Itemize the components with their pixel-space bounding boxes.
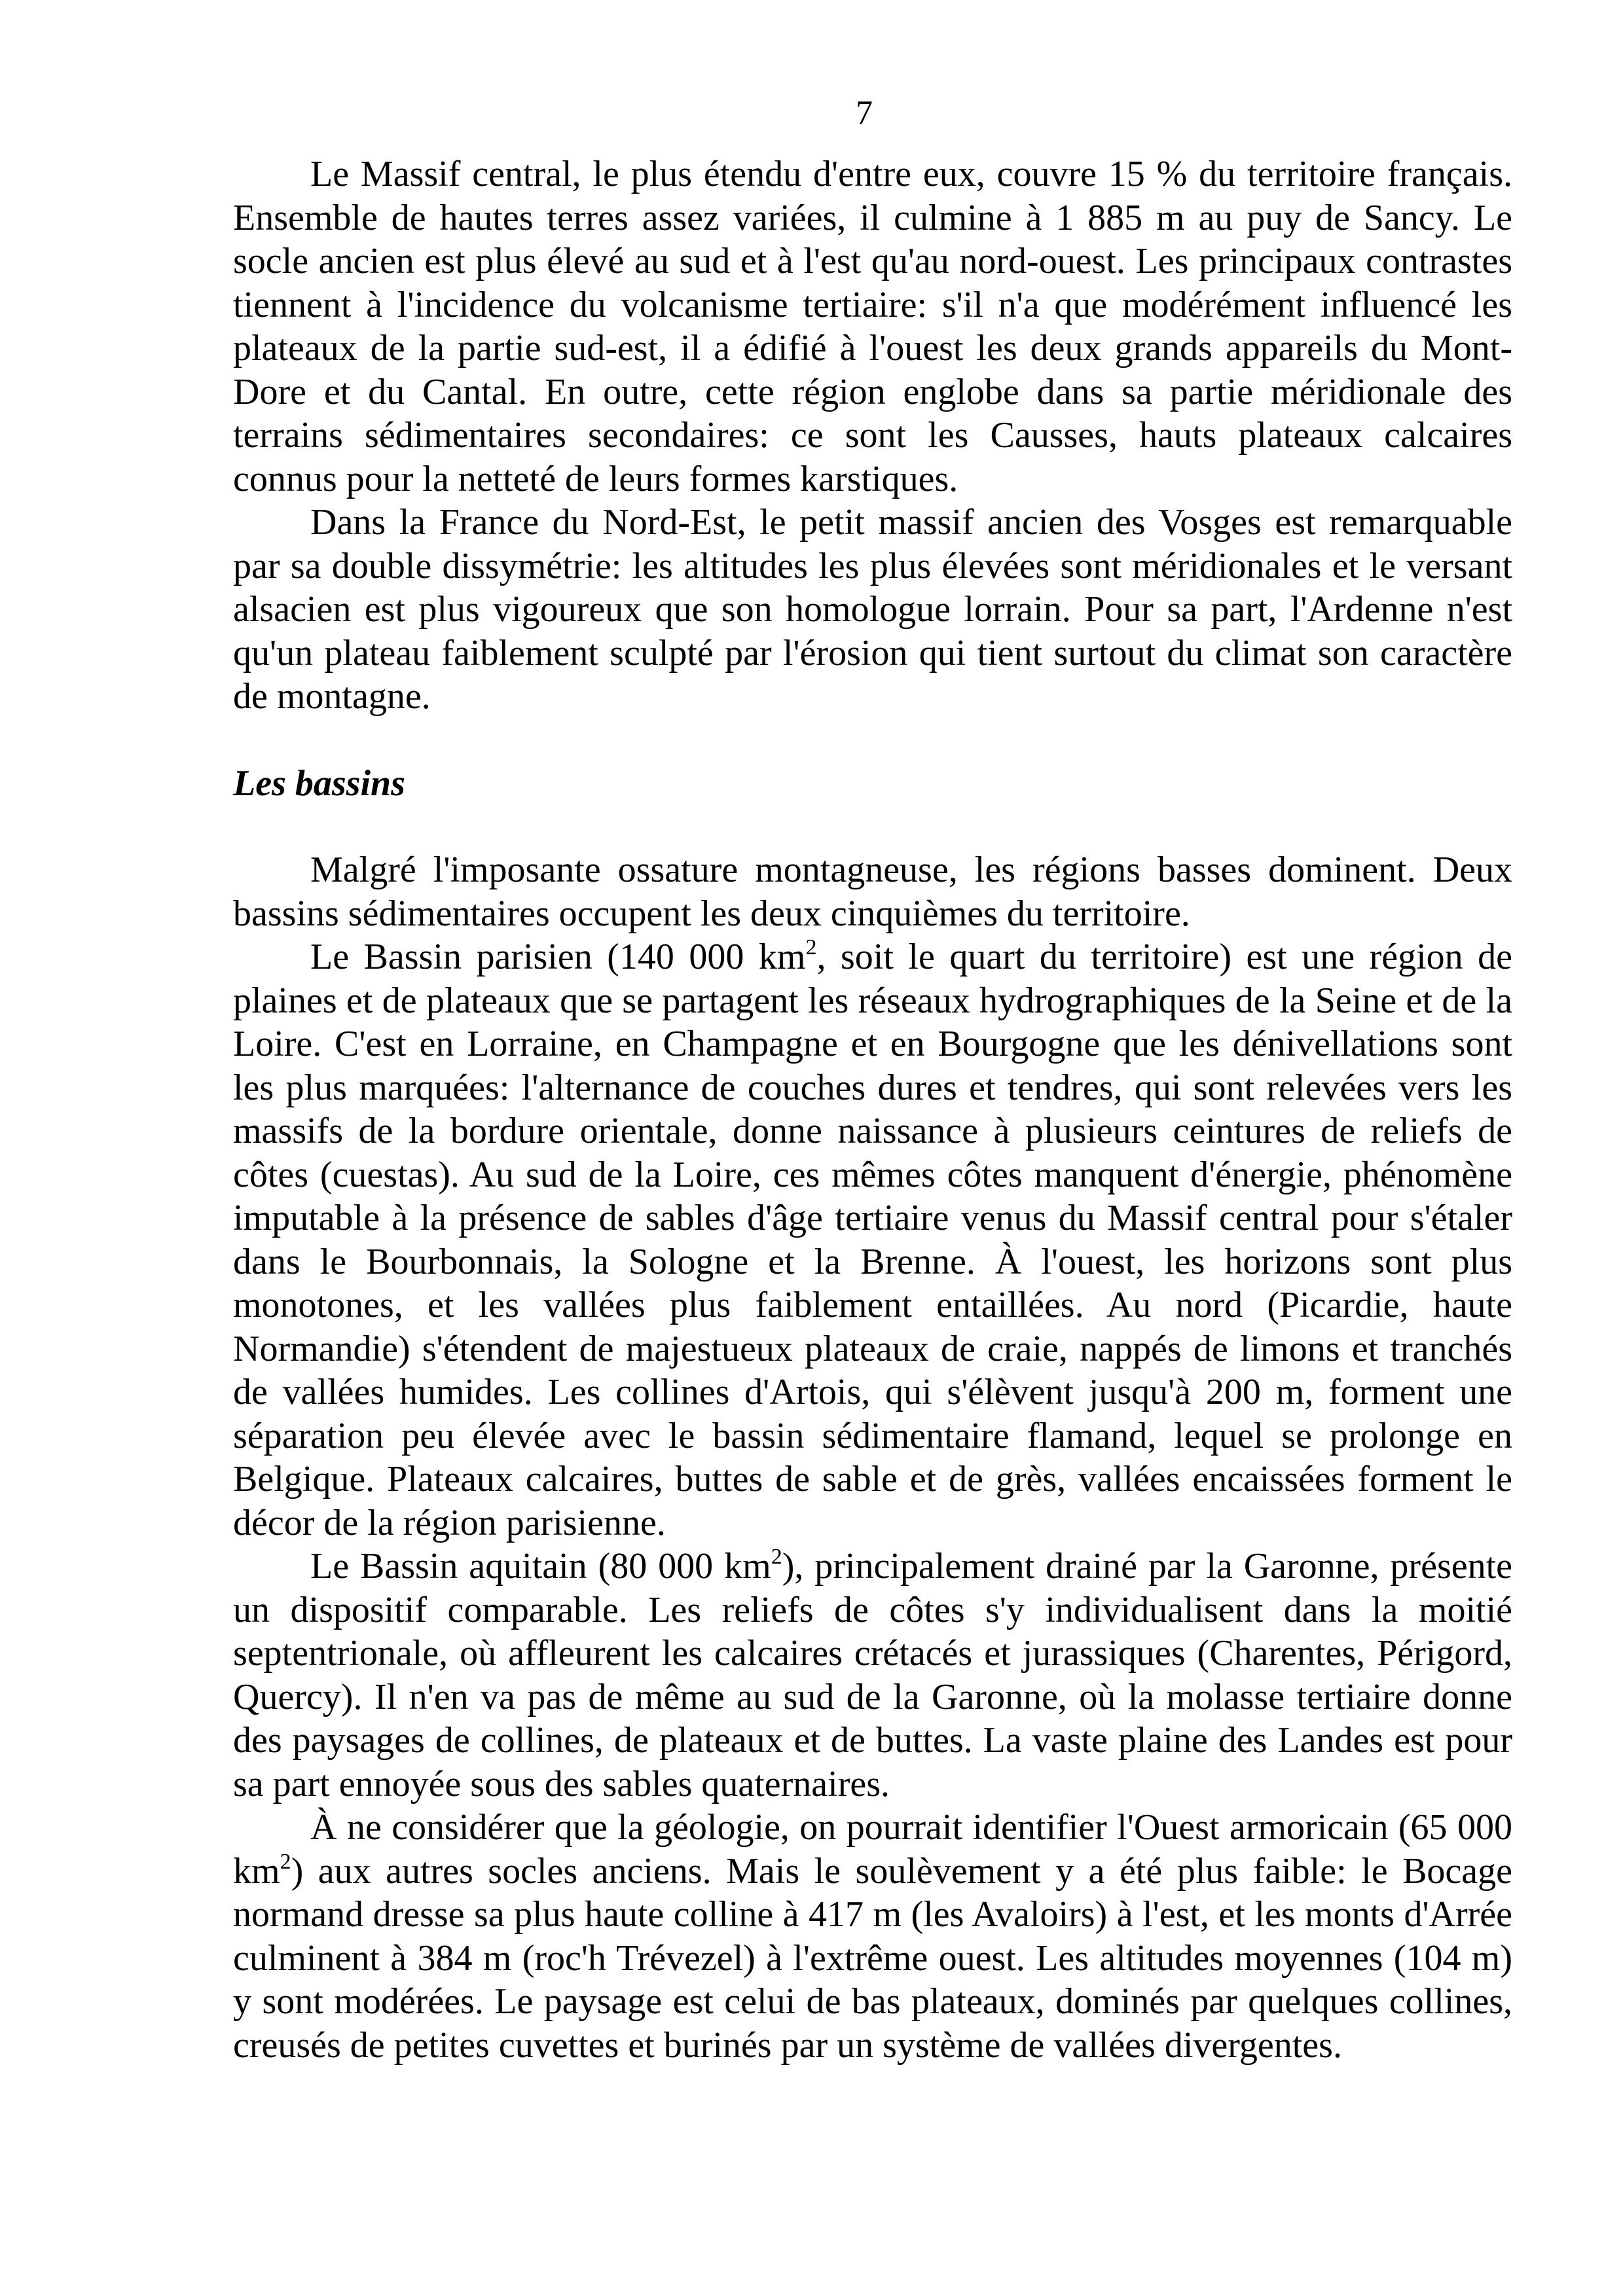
paragraph-ouest-armoricain <box>233 1806 1512 2067</box>
paragraph-massif-central: Le Massif central, le plus étendu d'entre eux, couvre 15 % du territoire français. Ensemble de hautes terres assez variées, il culmine à 1 885 m au puy de Sancy. Le socle ancien est plus élevé au sud et à l'est qu'au nord-ouest. Les principaux contrastes tiennent à l'incidence du volcanisme tertiaire: s'il n'a que modérément influencé les plateaux de la partie sud-est, il a édifié à l'ouest les deux grands appareils du Mont-Dore et du Cantal. En outre, cette région englobe dans sa partie méridionale des terrains sédimentaires secondaires: ce sont les Causses, hauts plateaux calcaires connus pour la netteté de leurs formes karstiques. <box>233 154 1512 499</box>
paragraph-bassin-aquitain <box>233 1545 1512 1806</box>
text-segment: À ne considérer que la géologie, on pourrait identifier l'Ouest armoricain (65 000 km <box>233 1807 1512 1892</box>
superscript: 2 <box>280 1849 291 1874</box>
text-segment: Le Bassin parisien (140 000 km <box>310 937 806 977</box>
paragraph-bassins-intro: Malgré l'imposante ossature montagneuse, les régions basses dominent. Deux bassins sédimentaires occupent les deux cinquièmes du territoire. <box>233 850 1512 934</box>
section-heading-bassins: Les bassins <box>233 762 405 804</box>
superscript: 2 <box>805 935 817 960</box>
text-segment: ) aux autres socles anciens. Mais le soulèvement y a été plus faible: le Bocage normand dresse sa plus haute colline à 417 m (les Avaloirs) à l'est, et les monts d'Arrée culminent à 384 m (roc'h Trévezel) à l'extrême ouest. Les altitudes moyennes (104 m) y sont modérées. Le paysage est celui de bas plateaux, dominés par quelques collines, creusés de petites cuvettes et burinés par un système de vallées divergentes. <box>233 1850 1512 2066</box>
text-segment: , soit le quart du territoire) est une région de plaines et de plateaux que se partagent les réseaux hydrographiques de la Seine et de la Loire. C'est en Lorraine, en Champagne et en Bourgogne que les dénivellations sont les plus marquées: l'alternance de couches dures et tendres, qui sont relevées vers les massifs de la bordure orientale, donne naissance à plusieurs ceintures de reliefs de côtes (cuestas). Au sud de la Loire, ces mêmes côtes manquent d'énergie, phénomène imputable à la présence de sables d'âge tertiaire venus du Massif central pour s'étaler dans le Bourbonnais, la Sologne et la Brenne. À l'ouest, les horizons sont plus monotones, et les vallées plus faiblement entaillées. Au nord (Picardie, haute Normandie) s'étendent de majestueux plateaux de craie, nappés de limons et tranchés de vallées humides. Les collines d'Artois, qui s'élèvent jusqu'à 200 m, forment une séparation peu élevée avec le bassin sédimentaire flamand, lequel se prolonge en Belgique. Plateaux calcaires, buttes de sable et de grès, vallées encaissées forment le décor de la région parisienne. <box>233 937 1513 1543</box>
text-segment: ), principalement drainé par la Garonne, présente un dispositif comparable. Les reliefs de côtes s'y individualisent dans la moitié septentrionale, où affleurent les calcaires crétacés et jurassiques (Charentes, Périgord, Quercy). Il n'en va pas de même au sud de la Garonne, où la molasse tertiaire donne des paysages de collines, de plateaux et de buttes. La vaste plaine des Landes est pour sa part ennoyée sous des sables quaternaires. <box>233 1546 1513 1804</box>
page-number: 7 <box>856 94 873 132</box>
paragraph-nord-est: Dans la France du Nord-Est, le petit massif ancien des Vosges est remarquable par sa double dissymétrie: les altitudes les plus élevées sont méridionales et le versant alsacien est plus vigoureux que son homologue lorrain. Pour sa part, l'Ardenne n'est qu'un plateau faiblement sculpté par l'érosion qui tient surtout du climat son caractère de montagne. <box>233 502 1512 717</box>
superscript: 2 <box>771 1545 782 1569</box>
page-body <box>233 152 1512 2067</box>
paragraph-bassin-parisien <box>233 935 1512 1545</box>
text-segment: Le Bassin aquitain (80 000 km <box>310 1546 771 1587</box>
